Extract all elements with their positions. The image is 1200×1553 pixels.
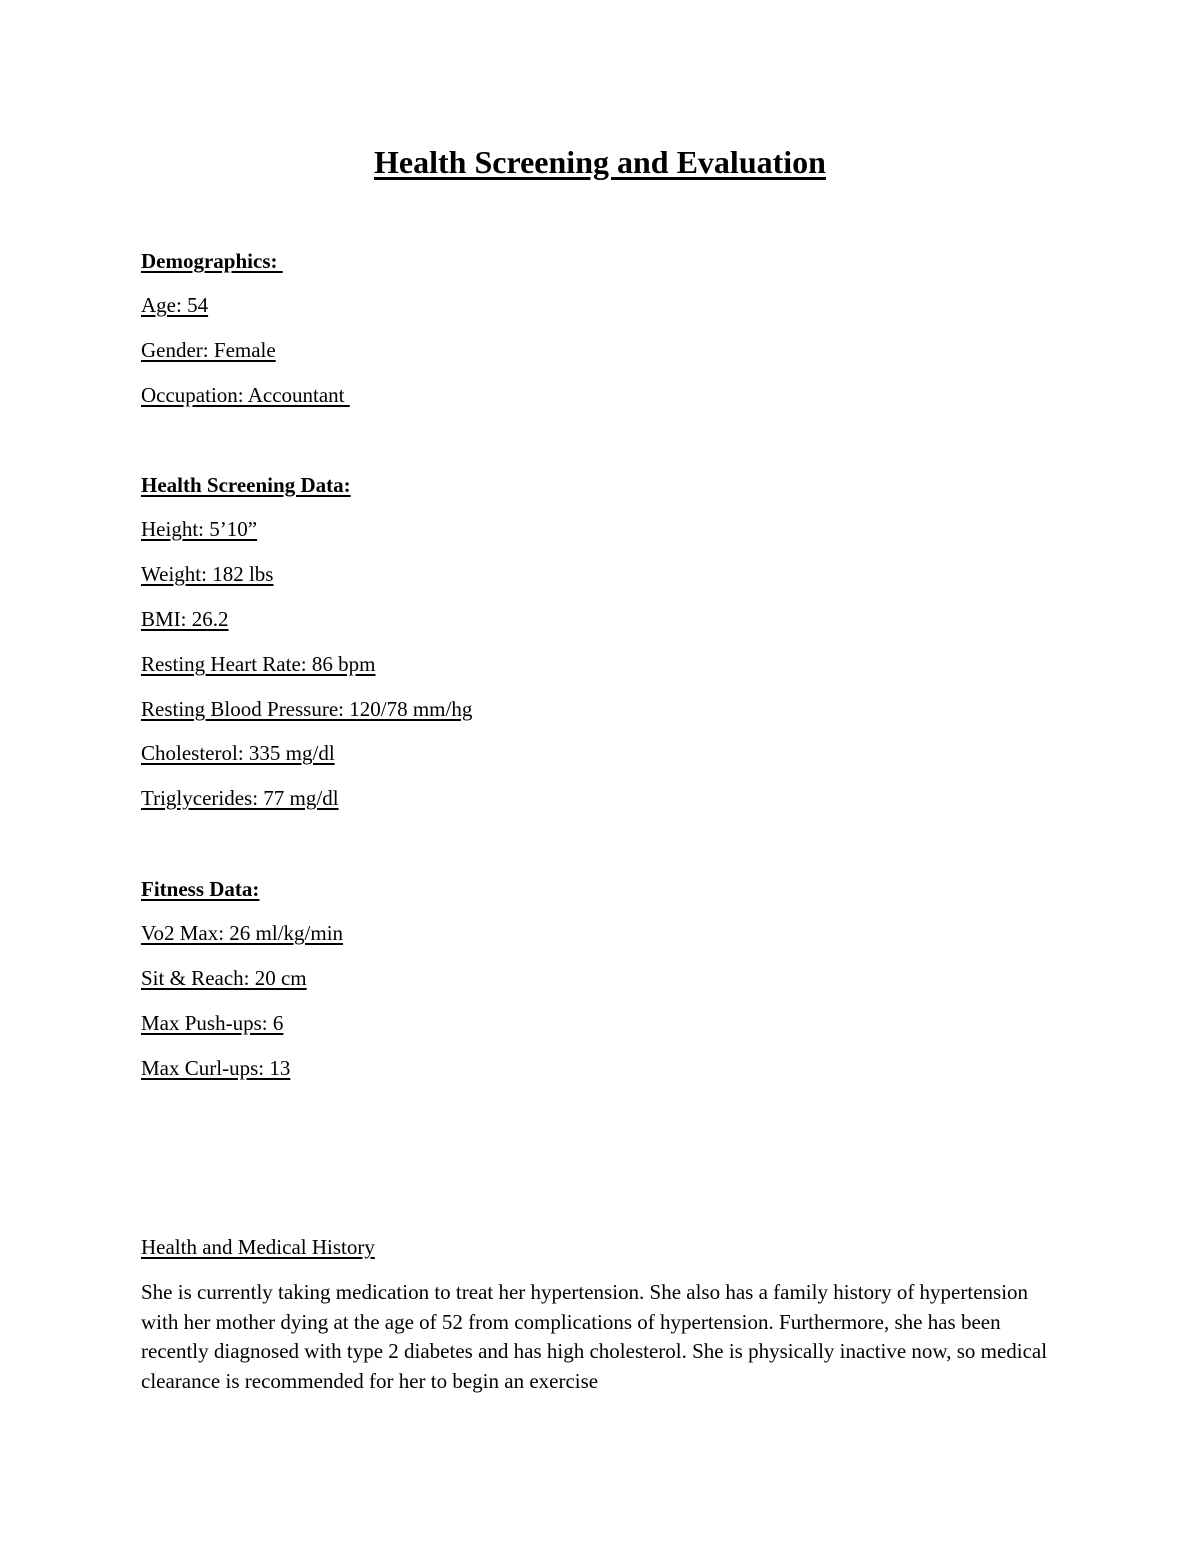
gender-line: Gender: Female [141,338,276,362]
document-title: Health Screening and Evaluation [374,144,826,180]
sit-reach-line: Sit & Reach: 20 cm [141,966,307,990]
occupation-line: Occupation: Accountant [141,383,350,407]
weight-line: Weight: 182 lbs [141,562,274,586]
age-line: Age: 54 [141,293,209,317]
medical-history-heading: Health and Medical History [141,1235,375,1259]
cholesterol-line: Cholesterol: 335 mg/dl [141,741,335,765]
max-pushups-line: Max Push-ups: 6 [141,1011,284,1035]
health-screening-heading: Health Screening Data: [141,473,351,497]
fitness-heading: Fitness Data: [141,877,260,901]
medical-history-paragraph: She is currently taking medication to treat her hypertension. She also has a family history of hypertension with her mother dying at the age of 52 from complications of hypertension. Furthermore, she has been recently diagnosed with type 2 diabetes and has high cholesterol. She is physically inactive now, so medical clearance is recommended for her to begin an exercise [141,1280,1048,1393]
bmi-line: BMI: 26.2 [141,607,229,631]
triglycerides-line: Triglycerides: 77 mg/dl [141,786,339,810]
vo2-max-line: Vo2 Max: 26 ml/kg/min [141,921,344,945]
height-line: Height: 5’10” [141,517,258,541]
max-curlups-line: Max Curl-ups: 13 [141,1056,291,1080]
resting-blood-pressure-line: Resting Blood Pressure: 120/78 mm/hg [141,697,473,721]
demographics-heading: Demographics: [141,249,283,273]
resting-heart-rate-line: Resting Heart Rate: 86 bpm [141,652,376,676]
